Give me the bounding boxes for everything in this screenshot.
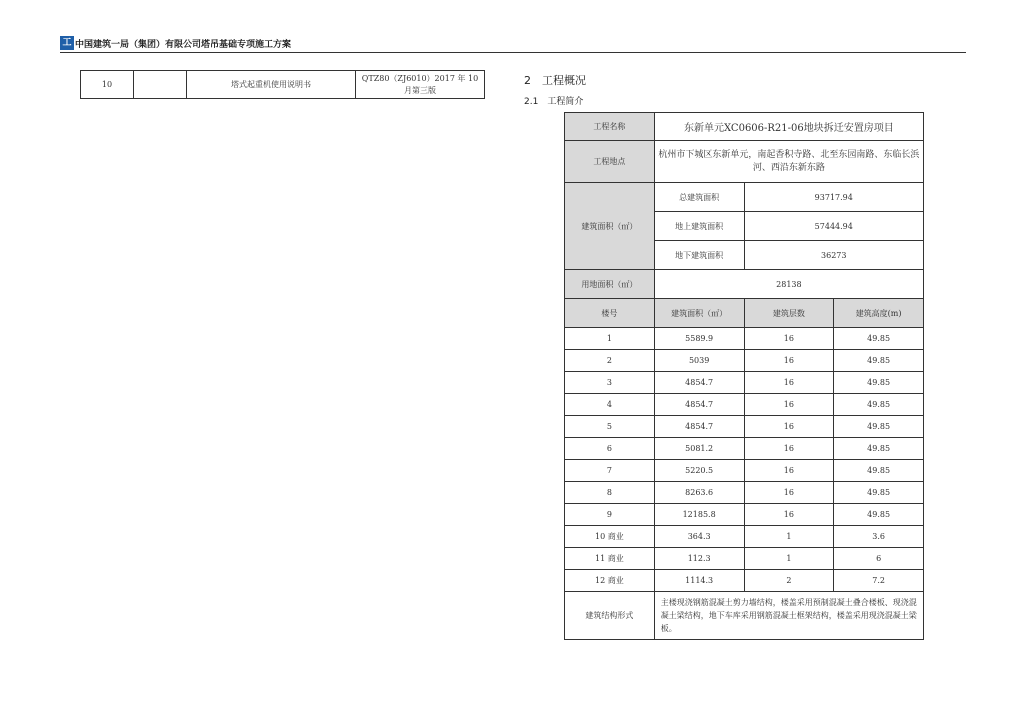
label-cell: 地下建筑面积 bbox=[654, 241, 744, 270]
column-header: 建筑面积（㎡） bbox=[654, 299, 744, 328]
table-cell: 16 bbox=[744, 482, 834, 504]
value-cell: 93717.94 bbox=[744, 183, 923, 212]
table-cell: 4 bbox=[565, 394, 655, 416]
table-cell: 5 bbox=[565, 416, 655, 438]
reference-table bbox=[80, 70, 485, 99]
table-row bbox=[565, 570, 924, 592]
table-cell: 49.85 bbox=[834, 328, 924, 350]
table-row bbox=[565, 328, 924, 350]
table-row bbox=[565, 372, 924, 394]
table-cell: 49.85 bbox=[834, 482, 924, 504]
value-cell: 28138 bbox=[654, 270, 923, 299]
table-cell: 11 商业 bbox=[565, 548, 655, 570]
value-cell: 57444.94 bbox=[744, 212, 923, 241]
label-cell: 建筑结构形式 bbox=[565, 592, 655, 640]
label-cell: 工程名称 bbox=[565, 113, 655, 141]
table-cell: 49.85 bbox=[834, 504, 924, 526]
building-rows bbox=[565, 328, 924, 592]
table-row bbox=[565, 113, 924, 141]
table-cell: 16 bbox=[744, 416, 834, 438]
table-cell: 16 bbox=[744, 504, 834, 526]
table-row bbox=[565, 482, 924, 504]
table-row bbox=[81, 71, 485, 99]
table-row bbox=[565, 350, 924, 372]
table-cell: 7 bbox=[565, 460, 655, 482]
column-header: 建筑层数 bbox=[744, 299, 834, 328]
table-row bbox=[565, 394, 924, 416]
table-cell: 16 bbox=[744, 372, 834, 394]
table-cell: 49.85 bbox=[834, 394, 924, 416]
table-cell: 49.85 bbox=[834, 460, 924, 482]
table-cell: 2 bbox=[565, 350, 655, 372]
table-cell: 9 bbox=[565, 504, 655, 526]
table-cell: 112.3 bbox=[654, 548, 744, 570]
table-cell: 49.85 bbox=[834, 438, 924, 460]
table-cell: 5220.5 bbox=[654, 460, 744, 482]
table-row bbox=[565, 526, 924, 548]
header-title: 中国建筑一局（集团）有限公司塔吊基础专项施工方案 bbox=[75, 40, 292, 50]
table-cell: 5589.9 bbox=[654, 328, 744, 350]
table-cell: 49.85 bbox=[834, 372, 924, 394]
label-cell: 用地面积（㎡） bbox=[565, 270, 655, 299]
table-row bbox=[565, 416, 924, 438]
table-cell: 4854.7 bbox=[654, 394, 744, 416]
table-cell: 12 商业 bbox=[565, 570, 655, 592]
table-cell: 1114.3 bbox=[654, 570, 744, 592]
table-cell: 8263.6 bbox=[654, 482, 744, 504]
table-cell: 5081.2 bbox=[654, 438, 744, 460]
table-cell: 5039 bbox=[654, 350, 744, 372]
table-cell: 1 bbox=[565, 328, 655, 350]
label-cell: 工程地点 bbox=[565, 141, 655, 183]
section-heading-2: 2 工程概况 bbox=[524, 74, 586, 87]
table-row bbox=[565, 504, 924, 526]
table-cell: 6 bbox=[834, 548, 924, 570]
table-cell: 49.85 bbox=[834, 350, 924, 372]
table-cell: 16 bbox=[744, 328, 834, 350]
table-cell: 7.2 bbox=[834, 570, 924, 592]
table-cell: 16 bbox=[744, 350, 834, 372]
section-heading-2-1: 2.1 工程简介 bbox=[524, 97, 584, 107]
table-cell: 3 bbox=[565, 372, 655, 394]
project-overview-table bbox=[564, 112, 924, 640]
table-header-row bbox=[565, 299, 924, 328]
table-cell: 1 bbox=[744, 526, 834, 548]
value-cell: 主楼现浇钢筋混凝土剪力墙结构，楼盖采用预制混凝土叠合楼板、现浇混凝土梁结构，地下车库采用钢筋混凝土框架结构，楼盖采用现浇混凝土梁板。 bbox=[654, 592, 923, 640]
table-row bbox=[565, 270, 924, 299]
table-cell: 364.3 bbox=[654, 526, 744, 548]
table-row bbox=[565, 183, 924, 212]
label-cell: 地上建筑面积 bbox=[654, 212, 744, 241]
value-cell: 杭州市下城区东新单元，南起香积寺路、北至东园南路、东临长浜河、西沿东新东路 bbox=[654, 141, 923, 183]
value-cell: 36273 bbox=[744, 241, 923, 270]
label-cell: 总建筑面积 bbox=[654, 183, 744, 212]
table-cell: 10 商业 bbox=[565, 526, 655, 548]
table-row bbox=[565, 548, 924, 570]
table-cell: 16 bbox=[744, 438, 834, 460]
table-cell: 塔式起重机使用说明书 bbox=[187, 71, 356, 99]
value-cell: 东新单元XC0606-R21-06地块拆迁安置房项目 bbox=[654, 113, 923, 141]
column-header: 建筑高度(m) bbox=[834, 299, 924, 328]
table-row bbox=[565, 438, 924, 460]
table-cell bbox=[134, 71, 187, 99]
table-cell: 10 bbox=[81, 71, 134, 99]
table-cell: 12185.8 bbox=[654, 504, 744, 526]
table-cell: 16 bbox=[744, 460, 834, 482]
company-logo-icon: 工 bbox=[60, 36, 74, 50]
table-row bbox=[565, 460, 924, 482]
table-cell: QTZ80（ZJ6010）2017 年 10 月第三版 bbox=[356, 71, 485, 99]
table-cell: 2 bbox=[744, 570, 834, 592]
table-cell: 49.85 bbox=[834, 416, 924, 438]
label-cell: 建筑面积（㎡） bbox=[565, 183, 655, 270]
table-row bbox=[565, 141, 924, 183]
table-cell: 1 bbox=[744, 548, 834, 570]
table-cell: 16 bbox=[744, 394, 834, 416]
table-cell: 4854.7 bbox=[654, 372, 744, 394]
table-cell: 3.6 bbox=[834, 526, 924, 548]
column-header: 楼号 bbox=[565, 299, 655, 328]
table-cell: 4854.7 bbox=[654, 416, 744, 438]
table-cell: 6 bbox=[565, 438, 655, 460]
table-cell: 8 bbox=[565, 482, 655, 504]
page-header bbox=[60, 36, 966, 53]
table-row bbox=[565, 592, 924, 640]
